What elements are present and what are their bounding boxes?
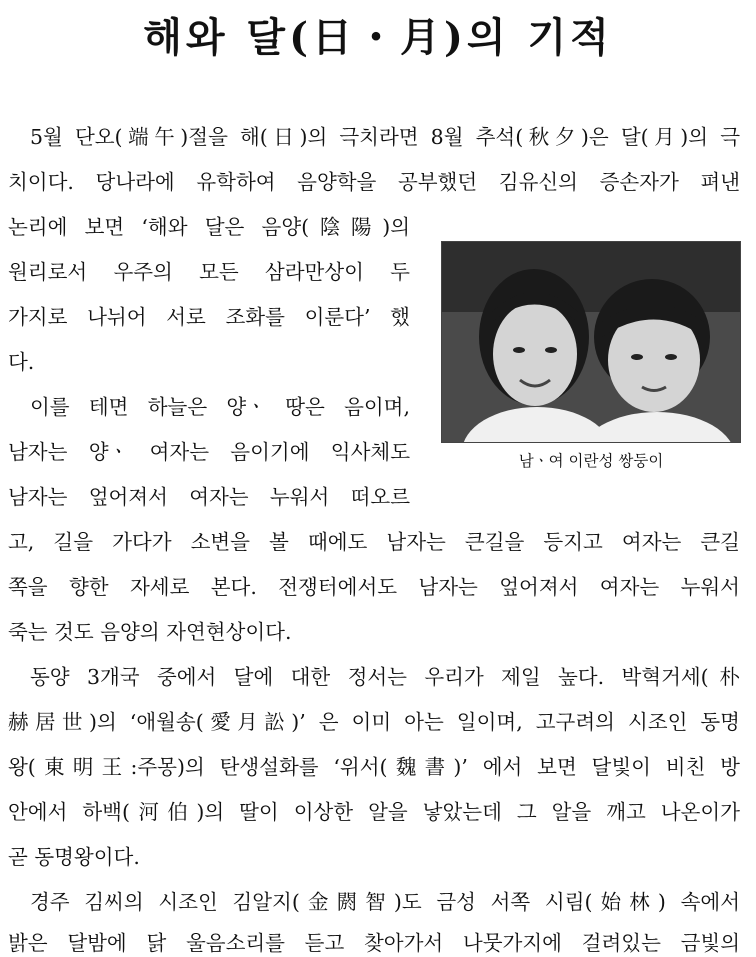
text-line-11: 쪽을 향한 자세로 본다. 전쟁터에서도 남자는 엎어져서 여자는 누워서 bbox=[8, 575, 740, 599]
text-line-18: 경주 김씨의 시조인 김알지(金閼智)도 금성 서쪽 시림(始林) 속에서 bbox=[30, 890, 740, 914]
text-line-3: 논리에 보면 ‘해와 달은 음양(陰陽)의 bbox=[8, 215, 410, 239]
text-line-12: 죽는 것도 음양의 자연현상이다. bbox=[8, 620, 292, 644]
photo-caption: 남ㆍ여 이란성 쌍둥이 bbox=[518, 452, 664, 470]
text-line-14: 赫居世)의 ‘애월송(愛月訟)’ 은 이미 아는 일이며, 고구려의 시조인 동명 bbox=[8, 710, 740, 734]
text-line-19: 밝은 달밤에 닭 울음소리를 듣고 찾아가서 나뭇가지에 걸려있는 금빛의 bbox=[8, 931, 740, 955]
text-line-9: 남자는 엎어져서 여자는 누워서 떠오르 bbox=[8, 485, 410, 509]
text-line-13: 동양 3개국 중에서 달에 대한 정서는 우리가 제일 높다. 박혁거세(朴 bbox=[30, 665, 740, 689]
twins-photo bbox=[441, 241, 741, 443]
text-line-5: 가지로 나뉘어 서로 조화를 이룬다’ 했 bbox=[8, 305, 410, 329]
text-line-10: 고, 길을 가다가 소변을 볼 때에도 남자는 큰길을 등지고 여자는 큰길 bbox=[8, 530, 740, 554]
text-line-2: 치이다. 당나라에 유학하여 음양학을 공부했던 김유신의 증손자가 펴낸 bbox=[8, 170, 740, 194]
text-line-4: 원리로서 우주의 모든 삼라만상이 두 bbox=[8, 260, 410, 284]
text-line-7: 이를 테면 하늘은 양ㆍ 땅은 음이며, bbox=[30, 395, 410, 419]
text-line-17: 곧 동명왕이다. bbox=[8, 845, 140, 869]
text-line-16: 안에서 하백(河伯)의 딸이 이상한 알을 낳았는데 그 알을 깨고 나온이가 bbox=[8, 800, 740, 824]
article-title: 해와 달(日・月)의 기적 bbox=[143, 14, 613, 61]
text-line-1: 5월 단오(端午)절을 해(日)의 극치라면 8월 추석(秋夕)은 달(月)의 극 bbox=[30, 125, 740, 149]
text-line-15: 왕(東明王:주몽)의 탄생설화를 ‘위서(魏書)’ 에서 보면 달빛이 비친 방 bbox=[8, 755, 740, 779]
twins-photo-illustration bbox=[442, 242, 741, 443]
text-line-8: 남자는 양ㆍ 여자는 음이기에 익사체도 bbox=[8, 440, 410, 464]
text-line-6: 다. bbox=[8, 350, 35, 374]
